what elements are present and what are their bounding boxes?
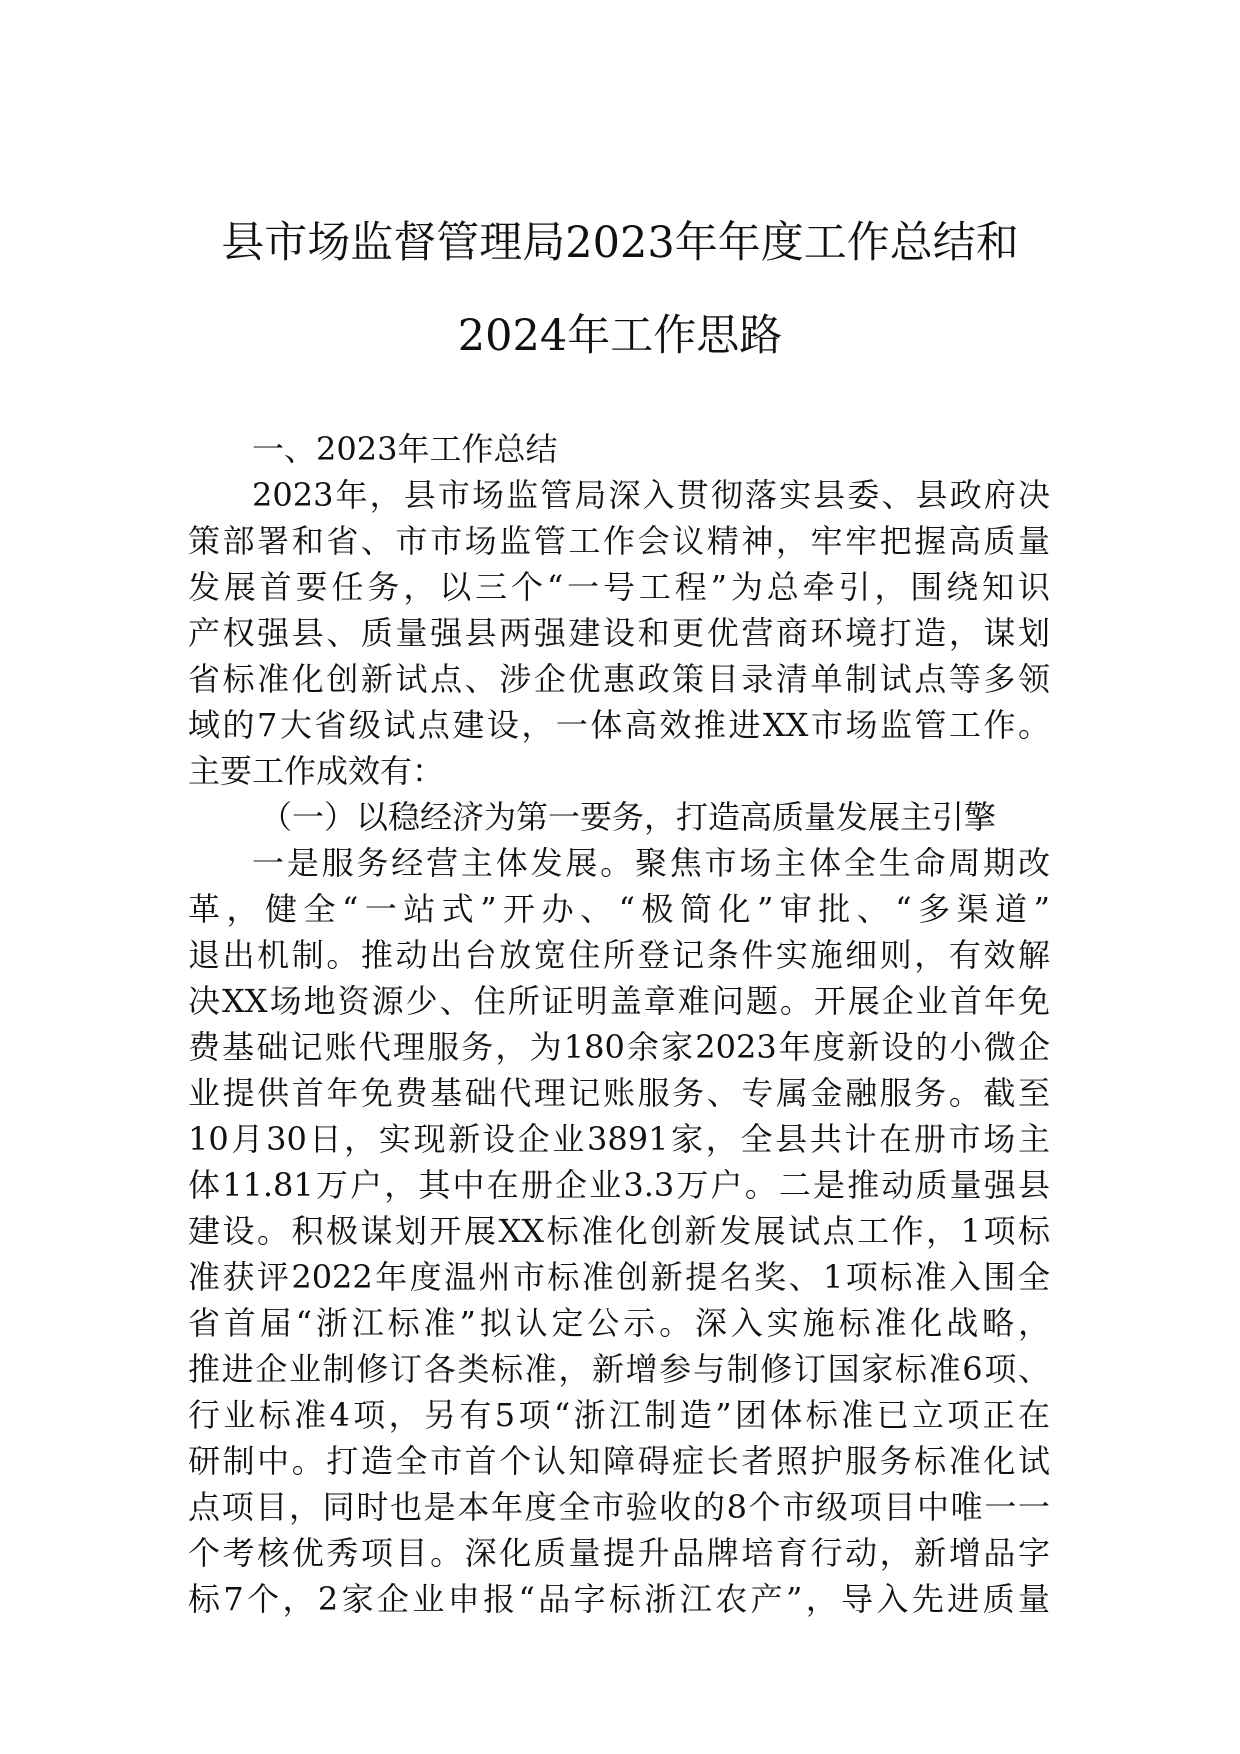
paragraph-line: 一是服务经营主体发展。聚焦市场主体全生命周期改 [252, 844, 1050, 882]
paragraph-line: 标7个，2家企业申报“品字标浙江农产”，导入先进质量 [188, 1580, 1050, 1618]
paragraph-line: 业提供首年免费基础代理记账服务、专属金融服务。截至 [188, 1074, 1050, 1112]
paragraph-line: 准获评2022年度温州市标准创新提名奖、1项标准入围全 [188, 1258, 1050, 1296]
paragraph-line: 研制中。打造全市首个认知障碍症长者照护服务标准化试 [188, 1442, 1050, 1480]
paragraph-line: 点项目，同时也是本年度全市验收的8个市级项目中唯一一 [188, 1488, 1050, 1526]
paragraph-line: 省标准化创新试点、涉企优惠政策目录清单制试点等多领 [188, 660, 1050, 698]
paragraph-line: 体11.81万户，其中在册企业3.3万户。二是推动质量强县 [188, 1166, 1050, 1204]
paragraph-line: 省首届“浙江标准”拟认定公示。深入实施标准化战略， [188, 1304, 1050, 1342]
paragraph-line: 个考核优秀项目。深化质量提升品牌培育行动，新增品字 [188, 1534, 1050, 1572]
paragraph-line: 费基础记账代理服务，为180余家2023年度新设的小微企 [188, 1028, 1050, 1066]
paragraph-line: 主要工作成效有： [188, 752, 445, 790]
paragraph-line: 10月30日，实现新设企业3891家，全县共计在册市场主 [188, 1120, 1050, 1158]
paragraph-line: 域的7大省级试点建设，一体高效推进XX市场监管工作。 [188, 706, 1050, 744]
section-heading: 一、2023年工作总结 [252, 430, 558, 468]
paragraph-line: 革，健全“一站式”开办、“极简化”审批、“多渠道” [188, 890, 1050, 928]
paragraph-line: 建设。积极谋划开展XX标准化创新发展试点工作，1项标 [188, 1212, 1050, 1250]
paragraph-line: 推进企业制修订各类标准，新增参与制修订国家标准6项、 [188, 1350, 1050, 1388]
paragraph-line: 发展首要任务，以三个“一号工程”为总牵引，围绕知识 [188, 568, 1050, 606]
paragraph-line: 策部署和省、市市场监管工作会议精神，牢牢把握高质量 [188, 522, 1050, 560]
document-body [188, 426, 1050, 1622]
document-title-line-2: 2024年工作思路 [457, 311, 783, 361]
paragraph-line: 产权强县、质量强县两强建设和更优营商环境打造，谋划 [188, 614, 1050, 652]
paragraph-line: 2023年，县市场监管局深入贯彻落实县委、县政府决 [252, 476, 1050, 514]
document-title-line-1: 县市场监督管理局2023年年度工作总结和 [221, 218, 1019, 268]
paragraph-line: 退出机制。推动出台放宽住所登记条件实施细则，有效解 [188, 936, 1050, 974]
paragraph-line: 行业标准4项，另有5项“浙江制造”团体标准已立项正在 [188, 1396, 1050, 1434]
paragraph-line: 决XX场地资源少、住所证明盖章难问题。开展企业首年免 [188, 982, 1050, 1020]
subsection-heading: （一）以稳经济为第一要务，打造高质量发展主引擎 [260, 798, 997, 836]
